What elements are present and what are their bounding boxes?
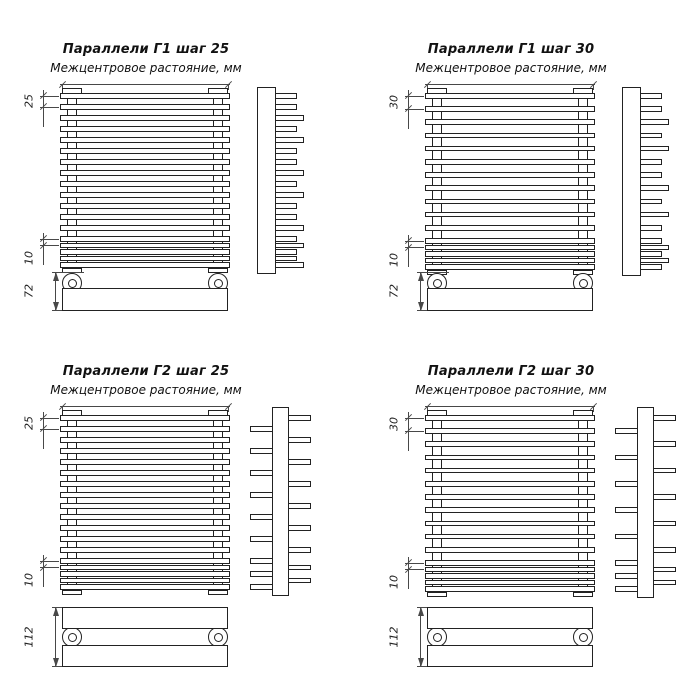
bracket-inner-circle — [579, 633, 588, 642]
bottom-body-back — [427, 645, 593, 667]
radiator-bar — [60, 170, 230, 176]
side-tube-front-row — [288, 578, 311, 584]
radiator-bar — [60, 243, 230, 249]
side-tube — [640, 238, 662, 244]
radiator-bar — [60, 470, 230, 476]
radiator-bar — [60, 459, 230, 465]
bracket-inner-circle — [68, 633, 77, 642]
side-tube-back-row — [250, 426, 273, 432]
technical-drawing — [0, 0, 335, 322]
side-tube — [640, 199, 662, 205]
radiator-bar — [60, 203, 230, 209]
radiator-bar — [60, 256, 230, 262]
depth-dim-label: 72 — [387, 284, 401, 298]
side-tube — [275, 225, 304, 231]
radiator-bar — [425, 212, 595, 218]
pitch-dim-label: 30 — [387, 417, 401, 432]
side-tube-front-row — [288, 503, 311, 509]
radiator-bar — [60, 525, 230, 531]
figure-title: Параллели Г1 шаг 25 — [62, 42, 230, 57]
radiator-bar — [60, 536, 230, 542]
side-tube — [275, 137, 304, 143]
figure-subtitle: Межцентровое растояние, мм — [415, 61, 607, 75]
radiator-bar — [425, 264, 595, 270]
depth-dim-label: 72 — [22, 284, 36, 298]
technical-drawing — [365, 322, 700, 648]
dim-arrow — [418, 302, 424, 311]
bottom-tab — [208, 590, 228, 596]
radiator-bar — [60, 578, 230, 584]
radiator-bar — [425, 238, 595, 244]
side-tube — [275, 148, 297, 154]
side-tube — [275, 203, 297, 209]
bottom-tab — [573, 592, 593, 598]
side-tube-front-row — [653, 415, 676, 421]
side-tube-back-row — [250, 492, 273, 498]
figure-subtitle: Межцентровое растояние, мм — [50, 61, 242, 75]
side-tube — [640, 133, 662, 139]
side-tube-front-row — [653, 567, 676, 573]
radiator-bar — [425, 258, 595, 264]
dim-arrow — [53, 272, 59, 281]
radiator-bar — [60, 126, 230, 132]
radiator-bar — [60, 415, 230, 421]
radiator-bar — [425, 119, 595, 125]
side-tube-front-row — [653, 580, 676, 586]
side-tube — [640, 159, 662, 165]
side-tube-back-row — [615, 586, 638, 592]
radiator-bar — [425, 185, 595, 191]
side-collector — [622, 87, 641, 276]
side-tube-front-row — [288, 437, 311, 443]
radiator-bar — [60, 565, 230, 571]
side-tube — [640, 119, 669, 125]
figure-title: Параллели Г1 шаг 30 — [427, 42, 595, 57]
bottom-body-back — [62, 645, 228, 667]
dim-arrow — [418, 607, 424, 616]
side-tube-back-row — [615, 534, 638, 540]
dim-arrow — [53, 658, 59, 667]
radiator-bar — [60, 448, 230, 454]
side-tube — [640, 93, 662, 99]
radiator-bar — [60, 426, 230, 432]
side-tube — [640, 251, 662, 257]
side-tube — [640, 185, 669, 191]
dim-arrow — [418, 272, 424, 281]
side-tube — [275, 159, 297, 165]
radiator-bar — [60, 104, 230, 110]
bracket-inner-circle — [214, 633, 223, 642]
pitch-dim-label: 25 — [22, 94, 36, 109]
side-tube — [275, 243, 304, 249]
bracket-inner-circle — [579, 279, 588, 288]
side-tube-back-row — [250, 536, 273, 542]
radiator-bar — [425, 494, 595, 500]
radiator-bar — [60, 148, 230, 154]
side-tube-back-row — [250, 571, 273, 577]
bottom-body — [62, 288, 228, 311]
radiator-bar — [425, 560, 595, 566]
radiator-bar — [60, 249, 230, 255]
radiator-bar — [425, 93, 595, 99]
side-tube — [275, 181, 297, 187]
radiator-bar — [60, 236, 230, 242]
bottom-tab — [62, 590, 82, 596]
radiator-bar — [425, 172, 595, 178]
dim-arrow — [53, 302, 59, 311]
radiator-bar — [60, 192, 230, 198]
technical-drawing — [365, 0, 700, 322]
side-tube-back-row — [615, 455, 638, 461]
radiator-bar — [425, 586, 595, 592]
figure-title: Параллели Г2 шаг 30 — [427, 364, 595, 379]
side-tube-back-row — [615, 428, 638, 434]
side-tube — [275, 115, 304, 121]
depth-dim-label: 112 — [387, 626, 401, 648]
radiator-bar — [60, 514, 230, 520]
bottom-tab — [427, 592, 447, 598]
radiator-bar — [425, 547, 595, 553]
radiator-bar — [425, 225, 595, 231]
side-tube — [275, 214, 297, 220]
side-tube — [640, 225, 662, 231]
side-tube-front-row — [288, 525, 311, 531]
radiator-bar — [60, 159, 230, 165]
center-distance-dim-line — [60, 406, 230, 407]
technical-drawing — [0, 322, 335, 648]
side-tube-back-row — [615, 573, 638, 579]
radiator-bar — [60, 481, 230, 487]
radiator-bar — [60, 571, 230, 577]
figure-g1-step25 — [0, 0, 335, 322]
side-tube-front-row — [653, 441, 676, 447]
figure-g1-step30 — [365, 0, 700, 322]
side-tube — [275, 93, 297, 99]
side-tube — [640, 212, 669, 218]
side-tube-front-row — [288, 415, 311, 421]
center-distance-dim-line — [425, 84, 595, 85]
radiator-bar — [60, 503, 230, 509]
radiator-bar — [425, 468, 595, 474]
side-tube — [640, 245, 669, 251]
radiator-bar — [60, 584, 230, 590]
side-tube-back-row — [615, 507, 638, 513]
side-tube-front-row — [653, 547, 676, 553]
radiator-bar — [425, 455, 595, 461]
side-tube-front-row — [288, 565, 311, 571]
pair-dim-label: 10 — [387, 575, 401, 590]
side-tube-front-row — [653, 494, 676, 500]
radiator-bar — [425, 441, 595, 447]
radiator-bar — [60, 93, 230, 99]
figure-g2-step25 — [0, 322, 335, 648]
side-tube — [275, 170, 304, 176]
pair-dim-label: 10 — [22, 251, 36, 266]
side-tube-back-row — [615, 481, 638, 487]
radiator-bar — [60, 262, 230, 268]
bottom-body-front — [427, 607, 593, 629]
bottom-body — [427, 288, 593, 311]
radiator-bar — [60, 558, 230, 564]
side-tube — [275, 192, 304, 198]
radiator-bar — [425, 415, 595, 421]
side-collector — [272, 407, 289, 596]
dim-arrow — [53, 607, 59, 616]
radiator-bar — [425, 133, 595, 139]
radiator-bar — [60, 137, 230, 143]
side-tube-front-row — [653, 521, 676, 527]
center-distance-dim-line — [60, 84, 230, 85]
radiator-bar — [425, 521, 595, 527]
dim-arrow — [418, 658, 424, 667]
radiator-bar — [60, 437, 230, 443]
pitch-dim-label: 25 — [22, 416, 36, 431]
side-tube — [640, 172, 662, 178]
pitch-dim-label: 30 — [387, 95, 401, 110]
radiator-bar — [425, 245, 595, 251]
radiator-bar — [60, 214, 230, 220]
bracket-inner-circle — [433, 279, 442, 288]
side-tube-back-row — [615, 560, 638, 566]
side-tube — [275, 126, 297, 132]
radiator-bar — [425, 481, 595, 487]
side-tube — [640, 106, 662, 112]
figure-subtitle: Межцентровое растояние, мм — [50, 383, 242, 397]
side-tube-front-row — [288, 547, 311, 553]
side-tube-back-row — [250, 558, 273, 564]
side-tube — [640, 264, 662, 270]
bracket-inner-circle — [68, 279, 77, 288]
radiator-bar — [425, 573, 595, 579]
side-tube-back-row — [250, 584, 273, 590]
radiator-bar — [60, 492, 230, 498]
side-tube — [275, 256, 297, 262]
side-tube — [640, 146, 669, 152]
radiator-bar — [60, 181, 230, 187]
side-tube — [275, 104, 297, 110]
radiator-bar — [60, 225, 230, 231]
side-collector — [257, 87, 276, 274]
radiator-bar — [425, 146, 595, 152]
radiator-bar — [425, 567, 595, 573]
figure-subtitle: Межцентровое растояние, мм — [415, 383, 607, 397]
figure-g2-step30 — [365, 322, 700, 648]
side-collector — [637, 407, 654, 598]
radiator-bar — [60, 547, 230, 553]
bracket-inner-circle — [433, 633, 442, 642]
bottom-body-front — [62, 607, 228, 629]
pair-dim-label: 10 — [387, 253, 401, 268]
side-tube-back-row — [250, 470, 273, 476]
center-distance-dim-line — [425, 406, 595, 407]
side-tube-front-row — [653, 468, 676, 474]
radiator-bar — [425, 159, 595, 165]
radiator-bar — [425, 106, 595, 112]
side-tube-front-row — [288, 481, 311, 487]
radiator-bar — [425, 428, 595, 434]
radiator-bar — [60, 115, 230, 121]
radiator-bar — [425, 534, 595, 540]
side-tube-back-row — [250, 514, 273, 520]
side-tube — [275, 249, 297, 255]
side-tube-front-row — [288, 459, 311, 465]
side-tube-back-row — [250, 448, 273, 454]
radiator-bar — [425, 507, 595, 513]
side-tube — [275, 262, 304, 268]
pair-dim-label: 10 — [22, 573, 36, 588]
radiator-bar — [425, 199, 595, 205]
radiator-bar — [425, 580, 595, 586]
depth-dim-label: 112 — [22, 626, 36, 648]
figure-title: Параллели Г2 шаг 25 — [62, 364, 230, 379]
side-tube — [275, 236, 297, 242]
bracket-inner-circle — [214, 279, 223, 288]
radiator-bar — [425, 251, 595, 257]
side-tube — [640, 258, 669, 264]
